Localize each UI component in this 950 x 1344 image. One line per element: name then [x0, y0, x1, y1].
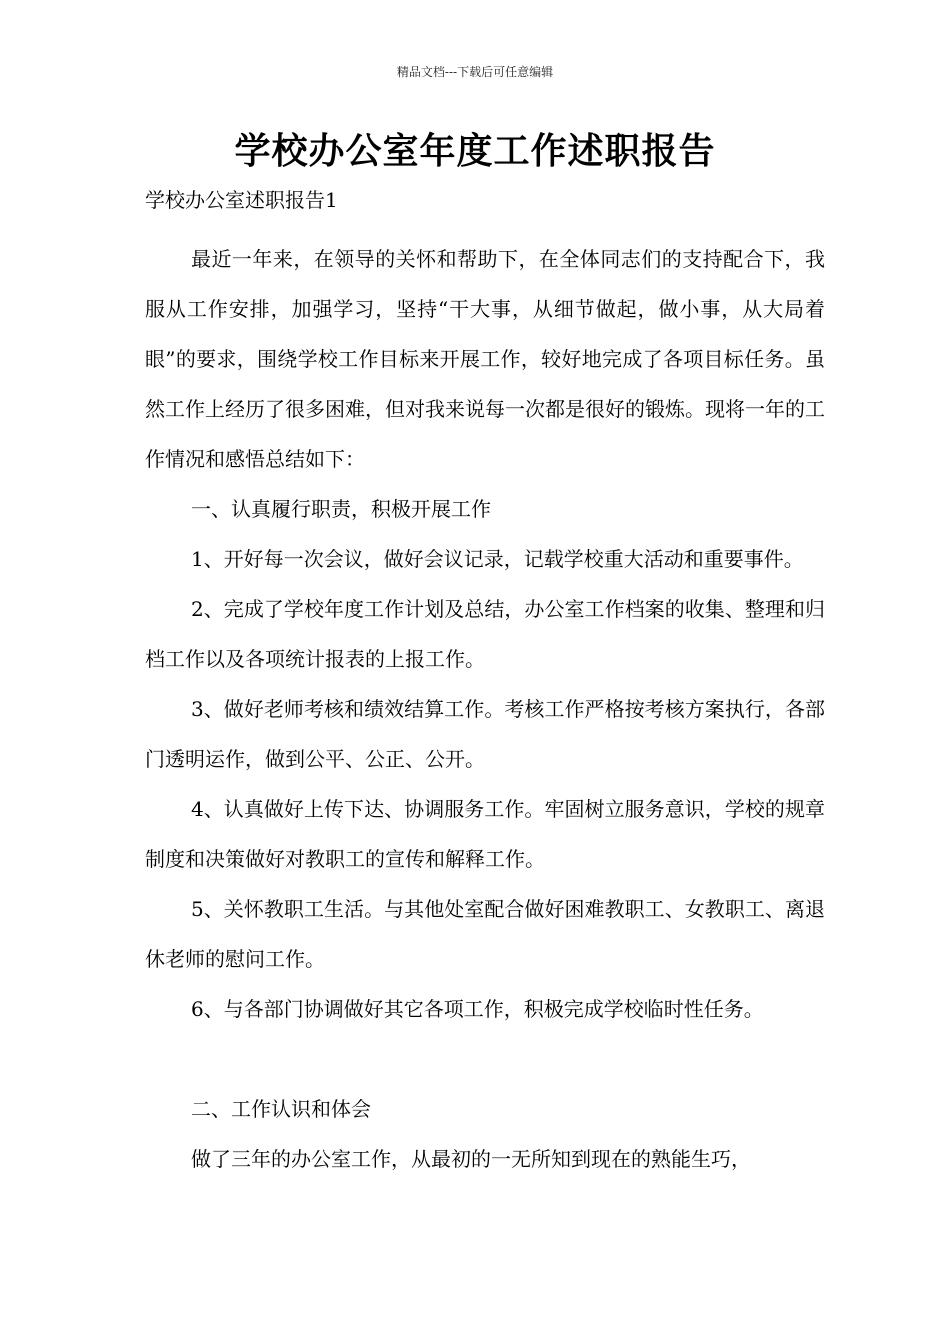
document-body	[145, 234, 825, 1184]
heading-section-one: 一、认真履行职责，积极开展工作	[191, 497, 491, 521]
paragraph-item-1: 1、开好每一次会议，做好会议记录，记载学校重大活动和重要事件。	[191, 547, 804, 571]
header-note: 精品文档---下载后可任意编辑	[396, 65, 554, 79]
paragraph-item-5: 5、关怀教职工生活。与其他处室配合做好困难教职工、女教职工、离退休老师的慰问工作。	[145, 897, 825, 971]
paragraph-intro: 最近一年来，在领导的关怀和帮助下，在全体同志们的支持配合下，我服从工作安排，加强学习，坚持“干大事，从细节做起，做小事，从大局着眼”的要求，围绕学校工作目标来开展工作，较好地完成了各项目标任务。虽然工作上经历了很多困难，但对我来说每一次都是很好的锻炼。现将一年的工作情况和感悟总结如下：	[145, 247, 825, 471]
paragraph-item-4: 4、认真做好上传下达、协调服务工作。牢固树立服务意识，学校的规章制度和决策做好对教职工的宣传和解释工作。	[145, 797, 825, 871]
paragraph-item-3: 3、做好老师考核和绩效结算工作。考核工作严格按考核方案执行，各部门透明运作，做到公平、公正、公开。	[145, 697, 825, 771]
document-title: 学校办公室年度工作述职报告	[234, 130, 716, 172]
section-subtitle: 学校办公室述职报告1	[145, 188, 338, 212]
paragraph-item-2: 2、完成了学校年度工作计划及总结，办公室工作档案的收集、整理和归档工作以及各项统计报表的上报工作。	[145, 597, 825, 671]
paragraph-item-6: 6、与各部门协调做好其它各项工作，积极完成学校临时性任务。	[191, 997, 764, 1021]
heading-section-two: 二、工作认识和体会	[191, 1097, 371, 1121]
paragraph-section-two: 做了三年的办公室工作，从最初的一无所知到现在的熟能生巧，	[191, 1147, 751, 1171]
